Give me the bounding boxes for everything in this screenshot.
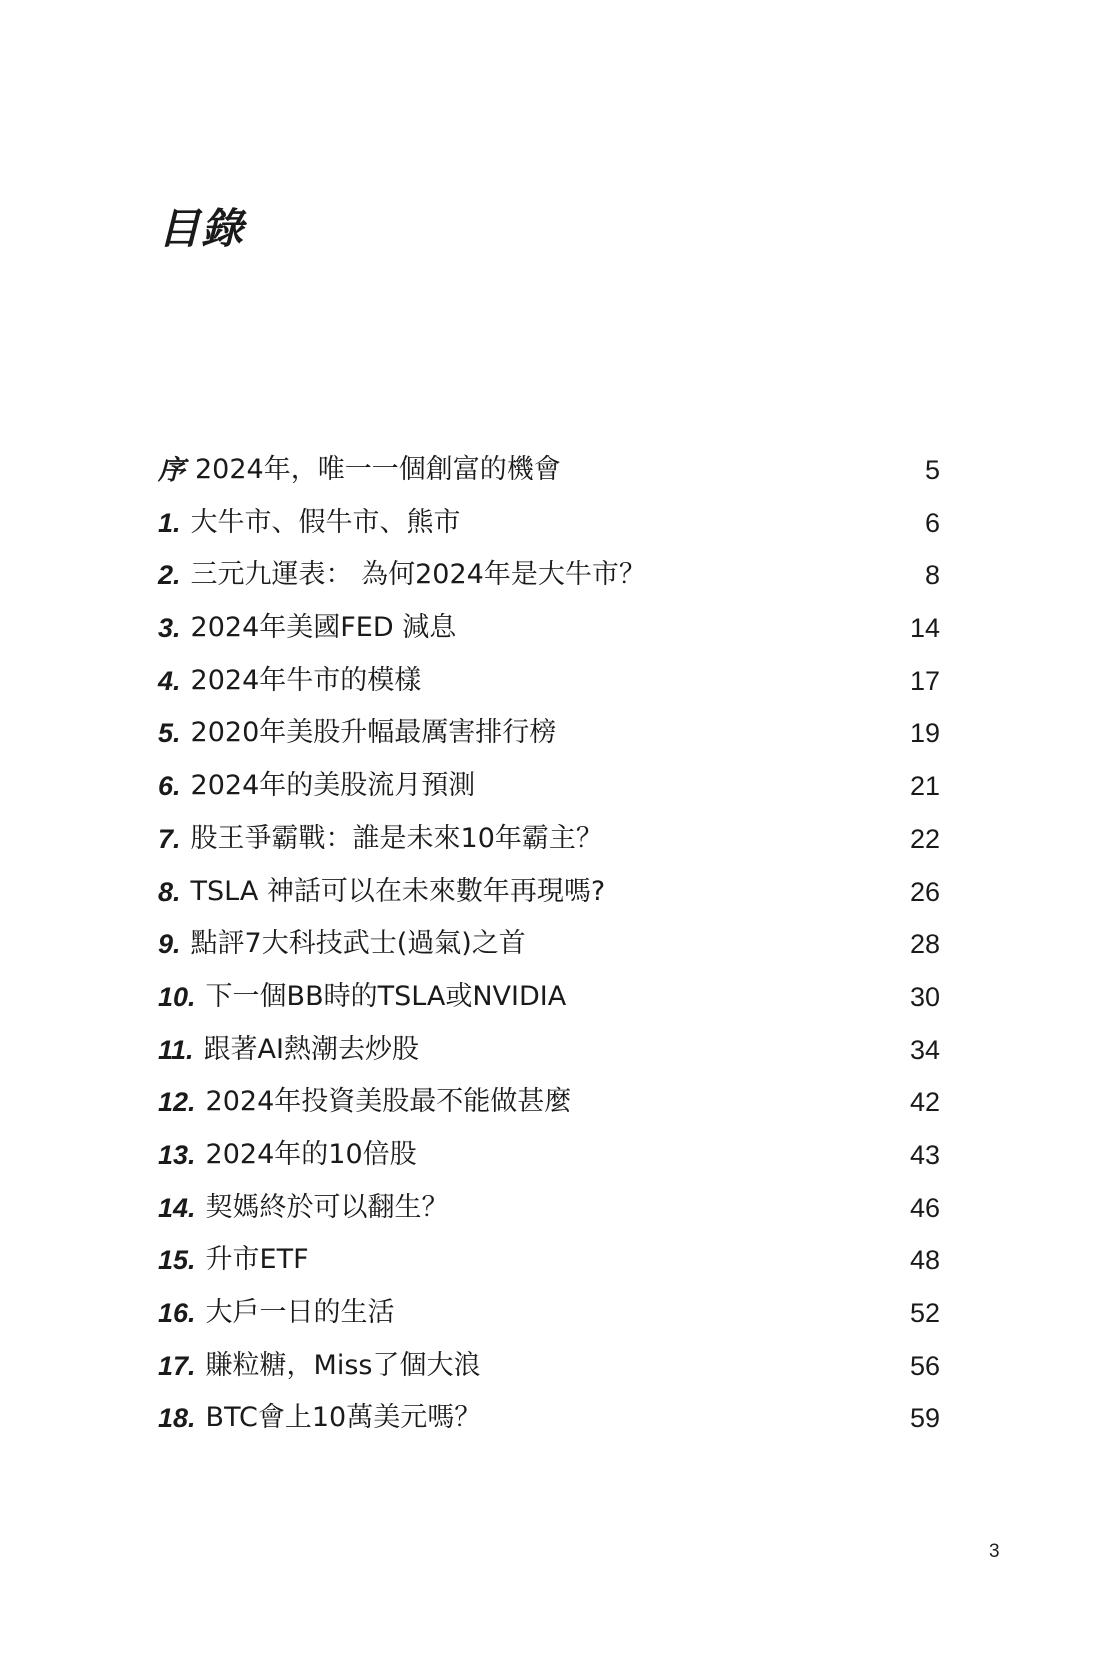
toc-entry-title: 賺粒糖，Miss了個大浪 [205, 1349, 481, 1381]
toc-entry-number: 3. [158, 613, 181, 644]
toc-entry-page: 30 [909, 981, 940, 1012]
toc-entry-4[interactable] [158, 664, 940, 717]
toc-entry-title: 契媽終於可以翻生？ [205, 1191, 449, 1223]
toc-entry-number: 14. [158, 1192, 196, 1223]
toc-entry-3[interactable] [158, 611, 940, 664]
toc-entry-15[interactable] [158, 1243, 940, 1296]
toc-entry-page: 43 [909, 1139, 940, 1170]
toc-entry-number: 17. [158, 1350, 196, 1381]
toc-entry-number: 4. [158, 665, 181, 696]
toc-entry-number: 序 [158, 455, 185, 485]
toc-entry-2[interactable] [158, 558, 940, 611]
toc-entry-page: 42 [909, 1087, 940, 1118]
toc-entry-13[interactable] [158, 1138, 940, 1191]
toc-entry-number: 10. [158, 981, 196, 1012]
toc-entry-17[interactable] [158, 1349, 940, 1402]
toc-entry-page: 8 [924, 560, 940, 591]
toc-entry-preface[interactable] [158, 453, 940, 506]
toc-entry-title: 大戶一日的生活 [205, 1297, 395, 1328]
toc-entry-page: 59 [909, 1403, 940, 1434]
toc-entry-title: 跟著AI熱潮去炒股 [203, 1033, 419, 1065]
toc-entry-12[interactable] [158, 1085, 940, 1138]
toc-entry-18[interactable] [158, 1401, 940, 1454]
toc-entry-page: 46 [909, 1192, 940, 1223]
toc-entry-number: 1. [158, 507, 181, 538]
toc-entry-number: 5. [158, 718, 181, 749]
toc-entry-5[interactable] [158, 716, 940, 769]
table-of-contents [158, 453, 940, 1454]
toc-entry-title: 2024年，唯一一個創富的機會 [195, 454, 561, 485]
toc-entry-title: 2024年美國FED 減息 [190, 612, 457, 644]
toc-entry-title: 三元九運表： 為何2024年是大牛市？ [190, 559, 646, 591]
toc-entry-title: 2024年的10倍股 [205, 1138, 417, 1170]
toc-entry-title: 大牛市、假牛市、熊市 [190, 506, 461, 538]
toc-entry-number: 7. [158, 823, 181, 854]
toc-entry-number: 15. [158, 1245, 196, 1276]
toc-entry-page: 56 [909, 1350, 940, 1381]
toc-entry-title: 點評7大科技武士(過氣)之首 [190, 928, 526, 960]
toc-entry-9[interactable] [158, 927, 940, 980]
toc-entry-title: 股王爭霸戰：誰是未來10年霸主？ [190, 822, 603, 854]
toc-entry-title: 升市ETF [205, 1244, 309, 1276]
toc-entry-number: 2. [158, 560, 181, 591]
toc-entry-title: 2024年投資美股最不能做甚麼 [205, 1086, 572, 1118]
page-number: 3 [989, 1541, 1000, 1562]
toc-entry-16[interactable] [158, 1296, 940, 1349]
toc-entry-number: 11. [158, 1034, 194, 1065]
toc-entry-page: 5 [924, 455, 940, 485]
toc-entry-page: 6 [924, 507, 940, 538]
page-title: 目錄 [158, 204, 245, 254]
toc-entry-number: 6. [158, 771, 181, 802]
toc-entry-title: 2024年的美股流月預測 [190, 770, 476, 802]
toc-entry-page: 28 [909, 929, 940, 960]
toc-entry-14[interactable] [158, 1191, 940, 1244]
toc-entry-page: 14 [909, 613, 940, 644]
toc-entry-title: BTC會上10萬美元嗎？ [205, 1402, 482, 1434]
toc-entry-10[interactable] [158, 980, 940, 1033]
toc-entry-number: 16. [158, 1298, 196, 1328]
toc-entry-page: 22 [909, 823, 940, 854]
toc-entry-number: 8. [158, 876, 181, 907]
toc-entry-number: 13. [158, 1139, 196, 1170]
toc-entry-title: 2024年牛市的模樣 [190, 664, 422, 696]
toc-entry-page: 34 [909, 1034, 940, 1065]
toc-entry-1[interactable] [158, 506, 940, 559]
toc-entry-number: 18. [158, 1403, 196, 1434]
toc-entry-page: 48 [909, 1245, 940, 1276]
toc-entry-number: 9. [158, 929, 181, 960]
toc-entry-number: 12. [158, 1087, 196, 1118]
toc-entry-title: 下一個BB時的TSLA或NVIDIA [205, 980, 567, 1012]
toc-entry-page: 52 [909, 1298, 940, 1328]
toc-entry-page: 26 [909, 876, 940, 907]
toc-entry-page: 21 [909, 771, 940, 802]
toc-entry-page: 17 [909, 665, 940, 696]
toc-entry-8[interactable] [158, 875, 940, 928]
toc-entry-title: 2020年美股升幅最厲害排行榜 [190, 717, 557, 749]
toc-entry-page: 19 [909, 718, 940, 749]
toc-entry-title: TSLA 神話可以在未來數年再現嗎? [190, 875, 606, 907]
toc-entry-6[interactable] [158, 769, 940, 822]
toc-entry-7[interactable] [158, 822, 940, 875]
toc-entry-11[interactable] [158, 1033, 940, 1086]
